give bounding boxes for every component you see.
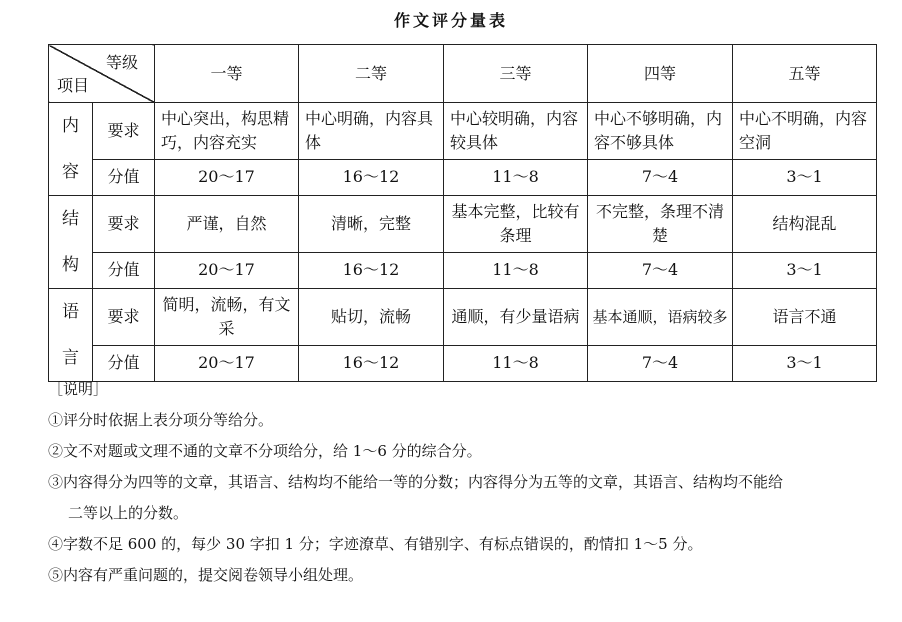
language-req-grade-4: 基本通顺，语病较多	[588, 289, 733, 346]
row-label-requirement: 要求	[93, 103, 155, 160]
language-score-grade-3: 11～8	[444, 345, 588, 381]
content-req-grade-3: 中心较明确，内容较具体	[444, 103, 588, 160]
language-score-grade-1: 20～17	[155, 345, 299, 381]
category-language	[49, 289, 93, 382]
row-label-requirement: 要求	[93, 289, 155, 346]
scoring-table	[48, 44, 877, 382]
content-req-grade-5: 中心不明确，内容空洞	[733, 103, 877, 160]
structure-req-grade-3: 基本完整，比较有条理	[444, 196, 588, 253]
structure-score-grade-5: 3～1	[733, 252, 877, 288]
row-label-score: 分值	[93, 345, 155, 381]
content-req-grade-4: 中心不够明确，内容不够具体	[588, 103, 733, 160]
notes-heading: ［说明］	[48, 380, 109, 398]
row-label-score: 分值	[93, 159, 155, 195]
language-req-grade-2: 贴切，流畅	[299, 289, 444, 346]
structure-score-row	[49, 252, 877, 288]
structure-req-grade-5: 结构混乱	[733, 196, 877, 253]
note-item-2: ②文不对题或文理不通的文章不分项给分，给 1～6 分的综合分。	[48, 442, 482, 460]
note-item-1: ①评分时依据上表分项分等给分。	[48, 411, 274, 429]
corner-item-label: 项目	[57, 76, 90, 95]
category-language-char-2: 言	[62, 348, 79, 368]
content-score-grade-2: 16～12	[299, 159, 444, 195]
content-score-grade-5: 3～1	[733, 159, 877, 195]
grade-header-1: 一等	[155, 45, 299, 103]
grade-header-3: 三等	[444, 45, 588, 103]
note-item-3-continued: 二等以上的分数。	[68, 504, 189, 522]
grade-header-5: 五等	[733, 45, 877, 103]
category-content-char-2: 容	[62, 162, 79, 182]
language-requirement-row	[49, 289, 877, 346]
notes-section	[48, 374, 898, 591]
category-structure	[49, 196, 93, 289]
grade-header-2: 二等	[299, 45, 444, 103]
row-label-score: 分值	[93, 252, 155, 288]
page-title: 作文评分量表	[393, 11, 508, 30]
content-score-grade-1: 20～17	[155, 159, 299, 195]
category-language-char-1: 语	[62, 302, 79, 322]
content-score-grade-3: 11～8	[444, 159, 588, 195]
category-structure-char-2: 构	[62, 255, 79, 275]
corner-grade-label: 等级	[105, 53, 138, 72]
structure-req-grade-2: 清晰，完整	[299, 196, 444, 253]
content-req-grade-1: 中心突出，构思精巧，内容充实	[155, 103, 299, 160]
language-req-grade-3: 通顺，有少量语病	[444, 289, 588, 346]
structure-score-grade-4: 7～4	[588, 252, 733, 288]
structure-score-grade-1: 20～17	[155, 252, 299, 288]
content-req-grade-2: 中心明确，内容具体	[299, 103, 444, 160]
structure-score-grade-3: 11～8	[444, 252, 588, 288]
structure-score-grade-2: 16～12	[299, 252, 444, 288]
note-item-3: ③内容得分为四等的文章，其语言、结构均不能给一等的分数；内容得分为五等的文章，其语言、结构均不能给	[48, 473, 784, 491]
content-score-grade-4: 7～4	[588, 159, 733, 195]
table-header-row	[49, 45, 877, 103]
grade-header-4: 四等	[588, 45, 733, 103]
category-structure-char-1: 结	[62, 209, 79, 229]
content-score-row	[49, 159, 877, 195]
note-item-4: ④字数不足 600 的，每少 30 字扣 1 分；字迹潦草、有错别字、有标点错误的，酌情扣 1～5 分。	[48, 535, 703, 553]
language-req-grade-1: 简明，流畅，有文采	[155, 289, 299, 346]
structure-req-grade-4: 不完整，条理不清楚	[588, 196, 733, 253]
structure-req-grade-1: 严谨，自然	[155, 196, 299, 253]
structure-requirement-row	[49, 196, 877, 253]
language-score-grade-4: 7～4	[588, 345, 733, 381]
category-content-char-1: 内	[62, 116, 79, 136]
corner-header-cell	[49, 45, 155, 103]
content-requirement-row	[49, 103, 877, 160]
language-score-grade-5: 3～1	[733, 345, 877, 381]
note-item-5: ⑤内容有严重问题的，提交阅卷领导小组处理。	[48, 566, 364, 584]
language-score-grade-2: 16～12	[299, 345, 444, 381]
language-req-grade-5: 语言不通	[733, 289, 877, 346]
category-content	[49, 103, 93, 196]
row-label-requirement: 要求	[93, 196, 155, 253]
